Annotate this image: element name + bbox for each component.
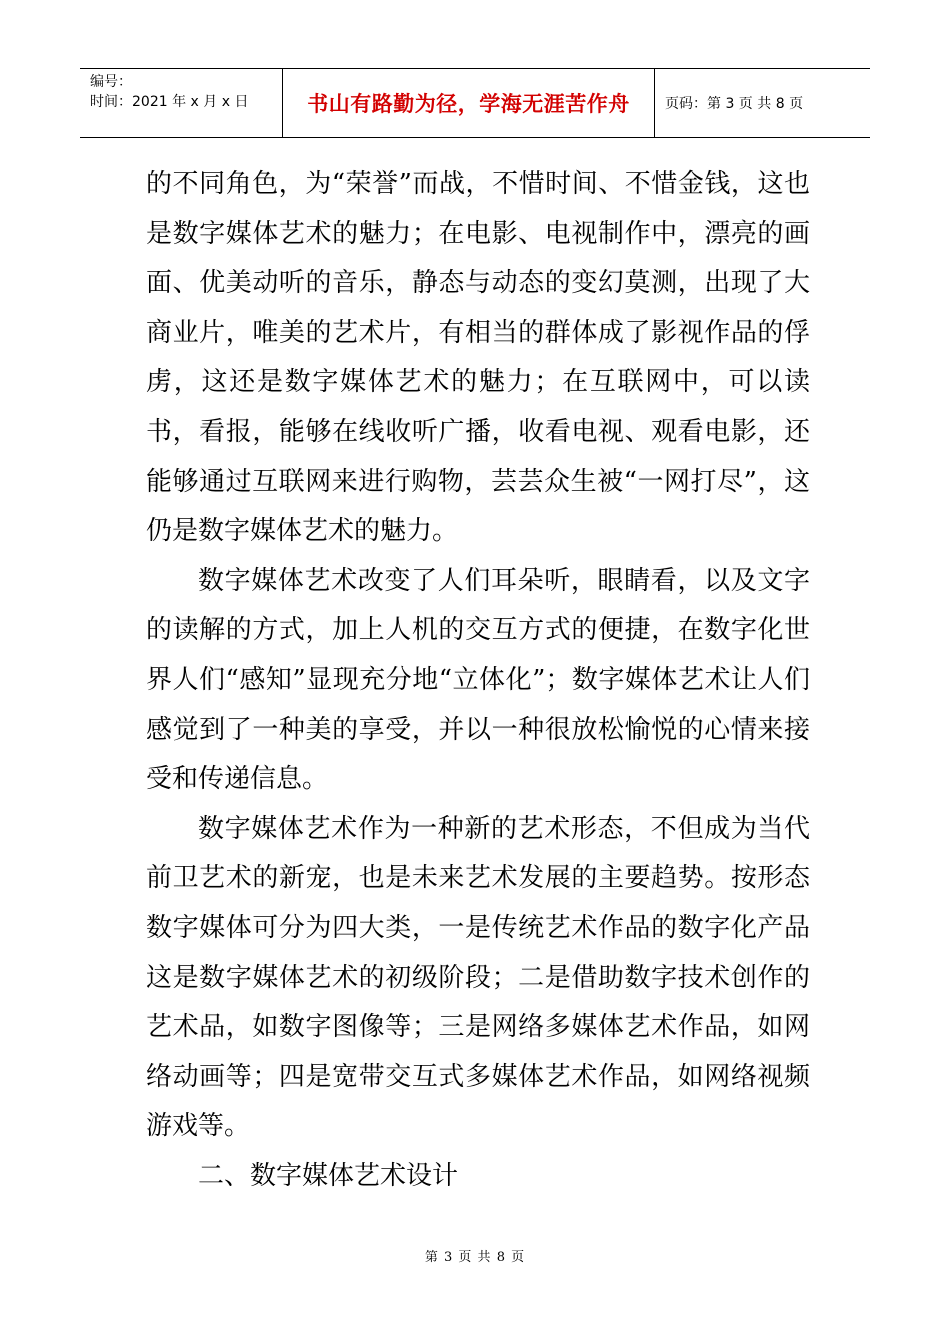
header-motto: 书山有路勤为径，学海无涯苦作舟 [283,69,655,137]
document-body [146,160,810,1201]
paragraph: 数字媒体艺术作为一种新的艺术形态，不但成为当代前卫艺术的新宠，也是未来艺术发展的主要趋势。按形态数字媒体可分为四大类，一是传统艺术作品的数字化产品这是数字媒体艺术的初级阶段；二是借助数字技术创作的艺术品，如数字图像等；三是网络多媒体艺术作品，如网络动画等；四是宽带交互式多媒体艺术作品，如网络视频游戏等。 [146,813,810,1142]
header-meta [80,69,283,137]
page-header [80,68,870,138]
document-number-label: 编号： [90,74,132,90]
paragraph: 数字媒体艺术改变了人们耳朵听，眼睛看，以及文字的读解的方式，加上人机的交互方式的便捷，在数字化世界人们“感知”显现充分地“立体化”；数字媒体艺术让人们感觉到了一种美的享受，并以一种很放松愉悦的心情来接受和传递信息。 [146,565,810,795]
document-time-label: 时间：2021 年 x 月 x 日 [90,94,249,110]
header-page-info: 页码：第 3 页 共 8 页 [665,96,804,112]
paragraph-continued: 的不同角色，为“荣誉”而战，不惜时间、不惜金钱，这也是数字媒体艺术的魅力；在电影、电视制作中，漂亮的画面、优美动听的音乐，静态与动态的变幻莫测，出现了大商业片，唯美的艺术片，有相当的群体成了影视作品的俘虏，这还是数字媒体艺术的魅力；在互联网中，可以读书，看报，能够在线收听广播，收看电视、观看电影，还能够通过互联网来进行购物，芸芸众生被“一网打尽”，这仍是数字媒体艺术的魅力。 [146,169,810,547]
page-footer: 第 3 页 共 8 页 [424,1250,526,1265]
section-heading: 二、数字媒体艺术设计 [198,1160,459,1191]
